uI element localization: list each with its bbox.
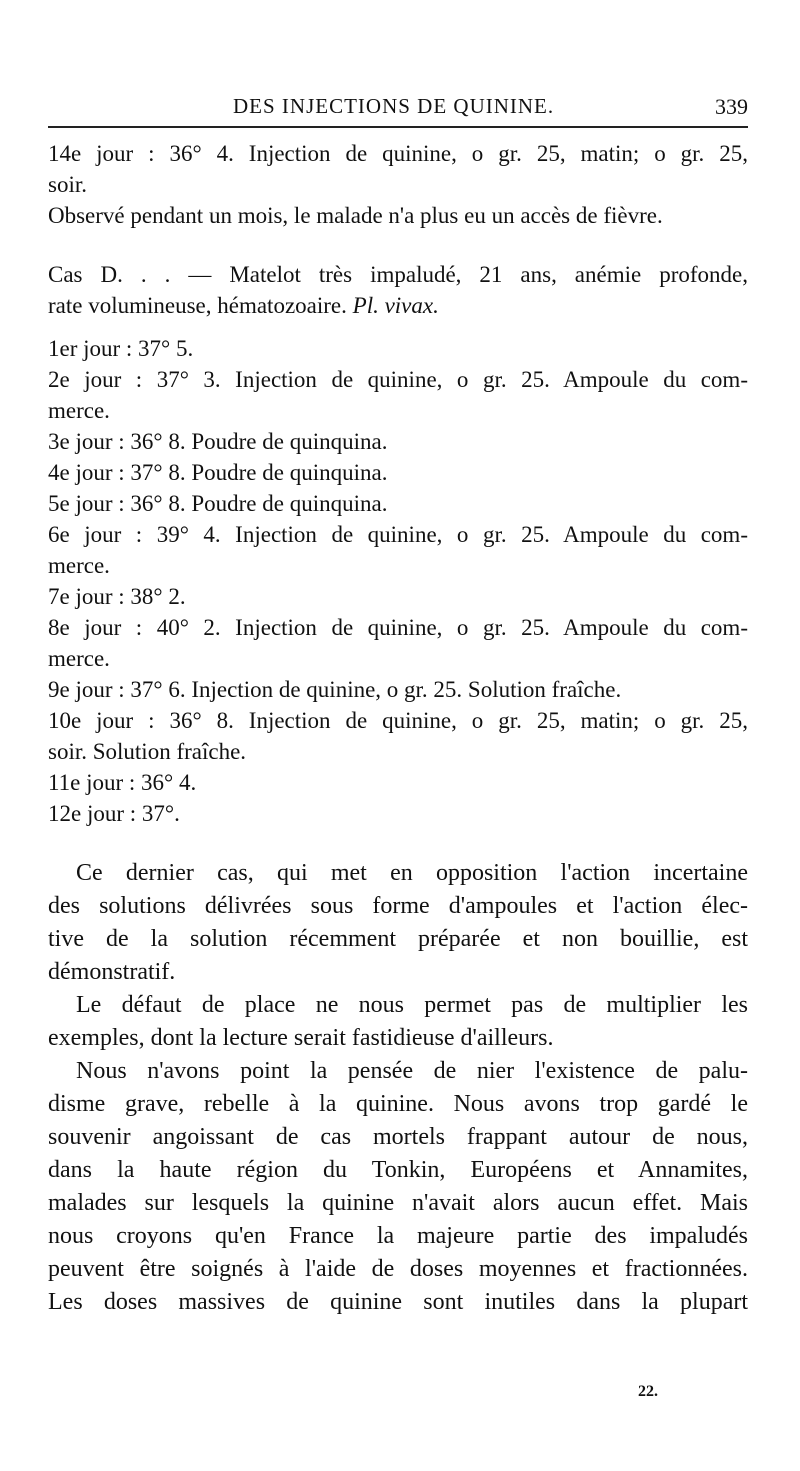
day-entry-continued: merce. bbox=[48, 553, 110, 578]
text-line: souvenir angoissant de cas mortels frappant autour de nous, bbox=[48, 1124, 748, 1150]
paragraph bbox=[48, 989, 748, 1055]
case-description bbox=[48, 290, 748, 321]
book-page bbox=[48, 0, 748, 1471]
day-entry: 3e jour : 36° 8. Poudre de quinquina. bbox=[48, 429, 388, 454]
text-line: Nous n'avons point la pensée de nier l'existence de palu- bbox=[76, 1058, 748, 1084]
day-entry: 6e jour : 39° 4. Injection de quinine, o gr. 25. Ampoule du com- bbox=[48, 522, 748, 547]
text-line: Observé pendant un mois, le malade n'a plus eu un accès de fièvre. bbox=[48, 203, 663, 228]
running-header bbox=[48, 92, 748, 128]
text-line: des solutions délivrées sous forme d'ampoules et l'action élec- bbox=[48, 893, 748, 919]
case-description-text: rate volumineuse, hématozoaire. bbox=[48, 293, 347, 318]
paragraph bbox=[48, 1055, 748, 1319]
running-title: DES INJECTIONS DE QUININE. bbox=[233, 94, 555, 118]
day-entry: 8e jour : 40° 2. Injection de quinine, o gr. 25. Ampoule du com- bbox=[48, 615, 748, 640]
day-entry: 4e jour : 37° 8. Poudre de quinquina. bbox=[48, 460, 388, 485]
day-entry: 1er jour : 37° 5. bbox=[48, 336, 194, 361]
page-number: 339 bbox=[715, 94, 748, 119]
text-line: soir. bbox=[48, 172, 87, 197]
text-line: démonstratif. bbox=[48, 959, 176, 985]
day-entry: 11e jour : 36° 4. bbox=[48, 770, 197, 795]
text-line: Ce dernier cas, qui met en opposition l'action incertaine bbox=[76, 860, 748, 886]
day-entry-continued: merce. bbox=[48, 646, 110, 671]
parasite-species: Pl. vivax. bbox=[352, 293, 439, 318]
text-line: malades sur lesquels la quinine n'avait alors aucun effet. Mais bbox=[48, 1190, 748, 1216]
day-entry: 2e jour : 37° 3. Injection de quinine, o gr. 25. Ampoule du com- bbox=[48, 367, 748, 392]
text-line: dans la haute région du Tonkin, Européens et Annamites, bbox=[48, 1157, 748, 1183]
signature-mark: 22. bbox=[638, 1383, 658, 1400]
day-entry-continued: merce. bbox=[48, 398, 110, 423]
day-entry: 5e jour : 36° 8. Poudre de quinquina. bbox=[48, 491, 388, 516]
text-line: Le défaut de place ne nous permet pas de multiplier les bbox=[76, 992, 748, 1018]
text-line: disme grave, rebelle à la quinine. Nous avons trop gardé le bbox=[48, 1091, 748, 1117]
text-line: tive de la solution récemment préparée et non bouillie, est bbox=[48, 926, 748, 952]
text-line: Les doses massives de quinine sont inutiles dans la plupart bbox=[48, 1289, 748, 1315]
text-line: 14e jour : 36° 4. Injection de quinine, o gr. 25, matin; o gr. 25, bbox=[48, 141, 748, 166]
main-text bbox=[48, 857, 748, 1319]
day-entry: 9e jour : 37° 6. Injection de quinine, o gr. 25. Solution fraîche. bbox=[48, 677, 622, 702]
page-body bbox=[48, 138, 748, 1319]
day-entry: 7e jour : 38° 2. bbox=[48, 584, 186, 609]
text-line: nous croyons qu'en France la majeure partie des impaludés bbox=[48, 1223, 748, 1249]
text-line: peuvent être soignés à l'aide de doses moyennes et fractionnées. bbox=[48, 1256, 748, 1282]
day-entry: 12e jour : 37°. bbox=[48, 801, 180, 826]
case-heading: Cas D. . . — Matelot très impaludé, 21 ans, anémie profonde, bbox=[48, 262, 748, 287]
day-entry-continued: soir. Solution fraîche. bbox=[48, 739, 247, 764]
paragraph bbox=[48, 857, 748, 989]
day-entry: 10e jour : 36° 8. Injection de quinine, o gr. 25, matin; o gr. 25, bbox=[48, 708, 748, 733]
text-line: exemples, dont la lecture serait fastidieuse d'ailleurs. bbox=[48, 1025, 554, 1051]
